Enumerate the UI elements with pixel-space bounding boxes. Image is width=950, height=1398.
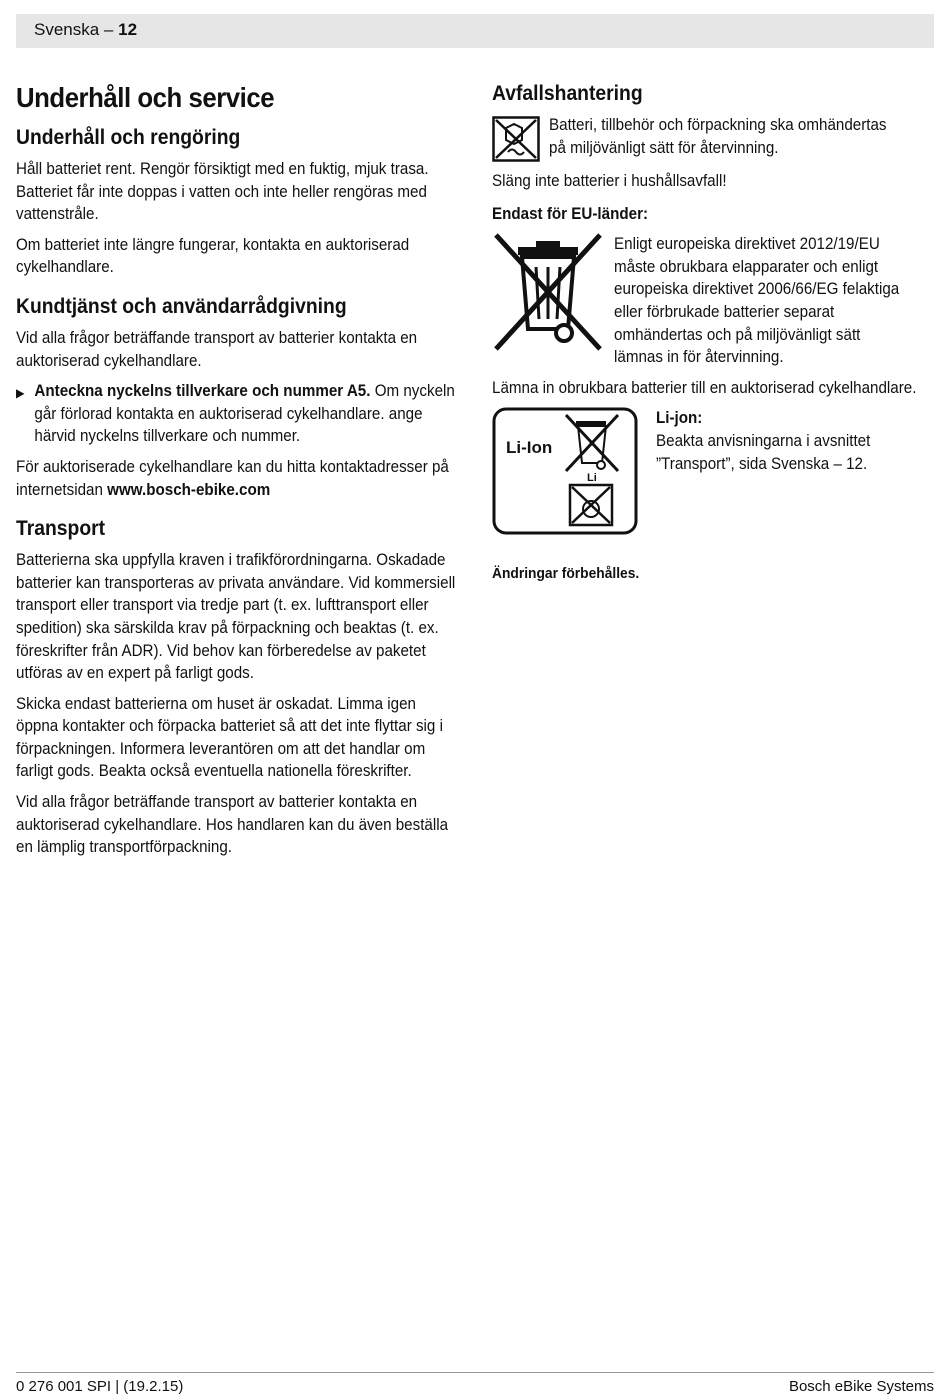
section-heading-customer-service: Kundtjänst och användarrådgivning [16, 294, 347, 318]
recycling-packaging-icon [492, 116, 540, 162]
website-link[interactable]: www.bosch-ebike.com [107, 480, 271, 499]
section-heading-disposal: Avfallshantering [492, 82, 643, 105]
paragraph: Vid alla frågor beträffande transport av batterier kontakta en auktoriserad cykelhandlare. [16, 328, 418, 370]
bullet-bold-text: Anteckna nyckelns tillverkare och nummer A5. [34, 382, 371, 401]
footer-company: Bosch eBike Systems [788, 1378, 934, 1395]
paragraph: Vid alla frågor beträffande transport av batterier kontakta en auktoriserad cykelhandlare. Hos handlaren kan du även beställa en lämplig transportförpackning. [16, 793, 449, 857]
footer-document-code: 0 276 001 SPI | (19.2.15) [16, 1378, 184, 1395]
header-page-number: 12 [118, 20, 138, 39]
recycle-text: Batteri, tillbehör och förpackning ska omhändertas på miljövänligt sätt för återvinning. [549, 116, 887, 157]
paragraph: Skicka endast batterierna om huset är oskadat. Limma igen öppna kontakter och förpacka batteriet så att det inte flyttar sig i förpackningen. Informera leverantören om att det handlar om farligt gods. Beakta också eventuella nationella föreskrifter. [16, 694, 443, 781]
changes-reserved-note: Ändringar förbehålles. [492, 565, 640, 583]
eu-directive-text: Enligt europeiska direktivet 2012/19/EU måste obrukbara elapparater och enligt europeiska direktivet 2006/66/EG felaktiga eller förbrukade batterier separat omhändertas och på miljövänligt sätt lämnas in för återvinning. [614, 235, 900, 367]
triangle-bullet-icon: ▶ [16, 386, 25, 401]
footer-divider [16, 1372, 934, 1373]
paragraph: För auktoriserade cykelhandlare kan du hitta kontaktadresser på internetsidan www.bosch-ebike.com [16, 457, 449, 499]
section-heading-transport: Transport [16, 517, 106, 541]
svg-text:Li: Li [587, 472, 597, 485]
paragraph: Batterierna ska uppfylla kraven i trafikförordningarna. Oskadade batterier kan transporteras av privata användare. Vid kommersiell transport eller transport via tredje part (t. ex. lufttransport eller spedition) ska särskilda krav på förpackning och beaktas (t. ex. föreskrifter från ADR). Vid behov kan förberedelse av paketet utföras av en expert på farligt gods. [16, 551, 456, 683]
li-ion-heading: Li-jon: [656, 409, 703, 428]
left-column [16, 82, 461, 867]
bullet-text: Om nyckeln går förlorad kontakta en auktoriserad cykelhandlare. ange härvid nyckelns tillverkare och nummer. [34, 382, 455, 446]
page-title: Underhåll och service [16, 82, 275, 113]
section-heading-maintenance: Underhåll och rengöring [16, 126, 241, 149]
page-header: Svenska – 12 [16, 14, 934, 48]
paragraph: Om batteriet inte längre fungerar, kontakta en auktoriserad cykelhandlare. [16, 235, 410, 277]
li-ion-battery-label-icon [492, 407, 638, 535]
paragraph: Släng inte batterier i hushållsavfall! [492, 172, 727, 190]
svg-text:Li-Ion: Li-Ion [506, 438, 553, 458]
right-column [492, 82, 937, 594]
bullet-item [16, 380, 458, 448]
paragraph: Lämna in obrukbara batterier till en auktoriserad cykelhandlare. [492, 378, 917, 397]
header-language: Svenska [34, 20, 100, 39]
eu-heading: Endast för EU-länder: [492, 204, 649, 223]
paragraph: Håll batteriet rent. Rengör försiktigt med en fuktig, mjuk trasa. Batteriet får inte doppas i vatten och inte heller rengöras med vattenstråle. [16, 160, 429, 224]
li-ion-text: Beakta anvisningarna i avsnittet ”Transport”, sida Svenska – 12. [656, 431, 871, 473]
crossed-out-wheelie-bin-icon [492, 233, 604, 351]
